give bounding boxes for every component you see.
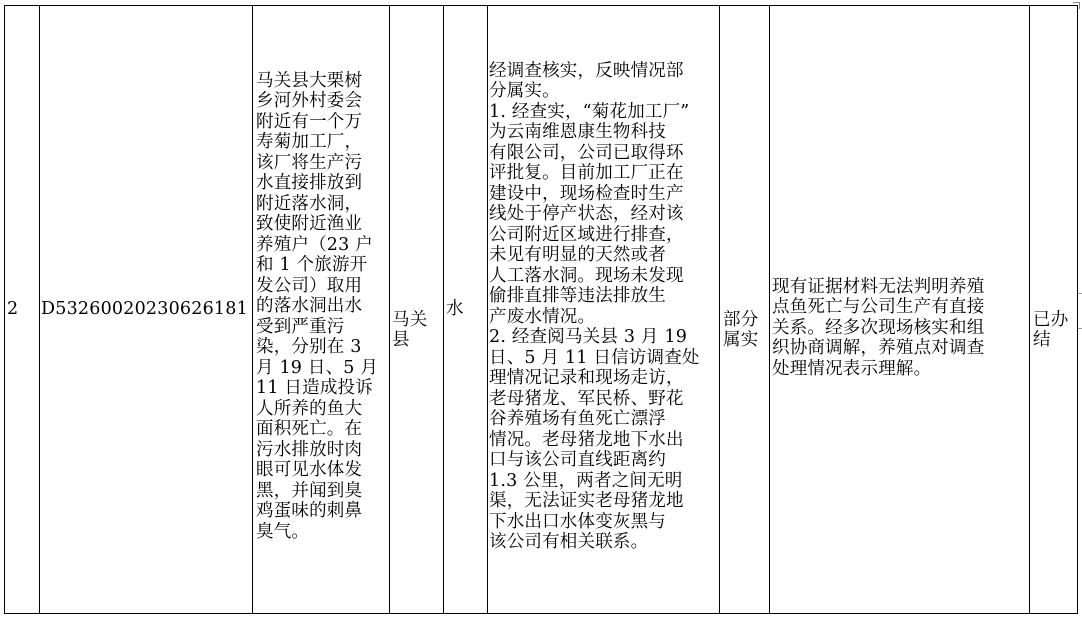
corner-mark [1073,2,1080,9]
row-index-cell [5,6,39,613]
complaint-code: D53260020230626181 [41,299,248,320]
row-index: 2 [7,299,19,320]
county-name: 马关 县 [392,309,428,350]
investigation-cell [488,40,719,553]
investigation-text: 经调查核实，反映情况部 分属实。 1. 经查实，“菊花加工厂” 为云南维恩康生物科技 有限公司，公司已取得环 评批复。目前加工厂正在 建设中，现场检查时生产 线处于停产状态，经对该 公司附近区域进行排查， 未见有明显的天然或者 人工落水洞。现场未发现 偷排直排等违法排放生 产废水情况。 2. 经查阅马关县 3 月 19 日、5 月 11 日信访调查处 理情况记录和现场走访， 老母猪龙、军民桥、野花 谷养殖场有鱼死亡漂浮 情况。老母猪龙地下水出 口与该公司直线距离约 1.3 公里，两者之间无明 渠，无法证实老母猪龙地 下水出口水体变灰黑与 该公司有相关联系。 [489,60,700,552]
type-cell [444,6,487,613]
verdict-text: 部分 属实 [723,309,759,350]
county-cell [390,289,443,351]
edge-mark [1078,293,1082,329]
complaint-text: 马关县大栗树 乡河外村委会 附近有一个万 寿菊加工厂， 该厂将生产污 水直接排放到 附近落水洞， 致使附近渔业 养殖户（23 户 和 1 个旅游开 发公司）取用 的落水洞出水 受到严重污 染，分别在 3 月 19 日、5 月 11 日造成投诉 人所养的鱼大 面积死亡。在 污水排放时肉 眼可见水体发 黑，并闻到臭 鸡蛋味的刺鼻 臭气。 [256,70,379,542]
code-cell [40,6,252,613]
handling-cell [770,256,1029,379]
complaint-cell [253,50,389,542]
status-text: 已办 结 [1033,309,1069,350]
pollution-type: 水 [446,299,464,320]
table-bottom-border [4,613,1078,614]
status-cell [1030,289,1077,351]
verdict-cell [720,289,769,351]
handling-text: 现有证据材料无法判明养殖 点鱼死亡与公司生产有直接 关系。经多次现场核实和组 织协商调解，养殖点对调查 处理情况表示理解。 [772,276,985,379]
